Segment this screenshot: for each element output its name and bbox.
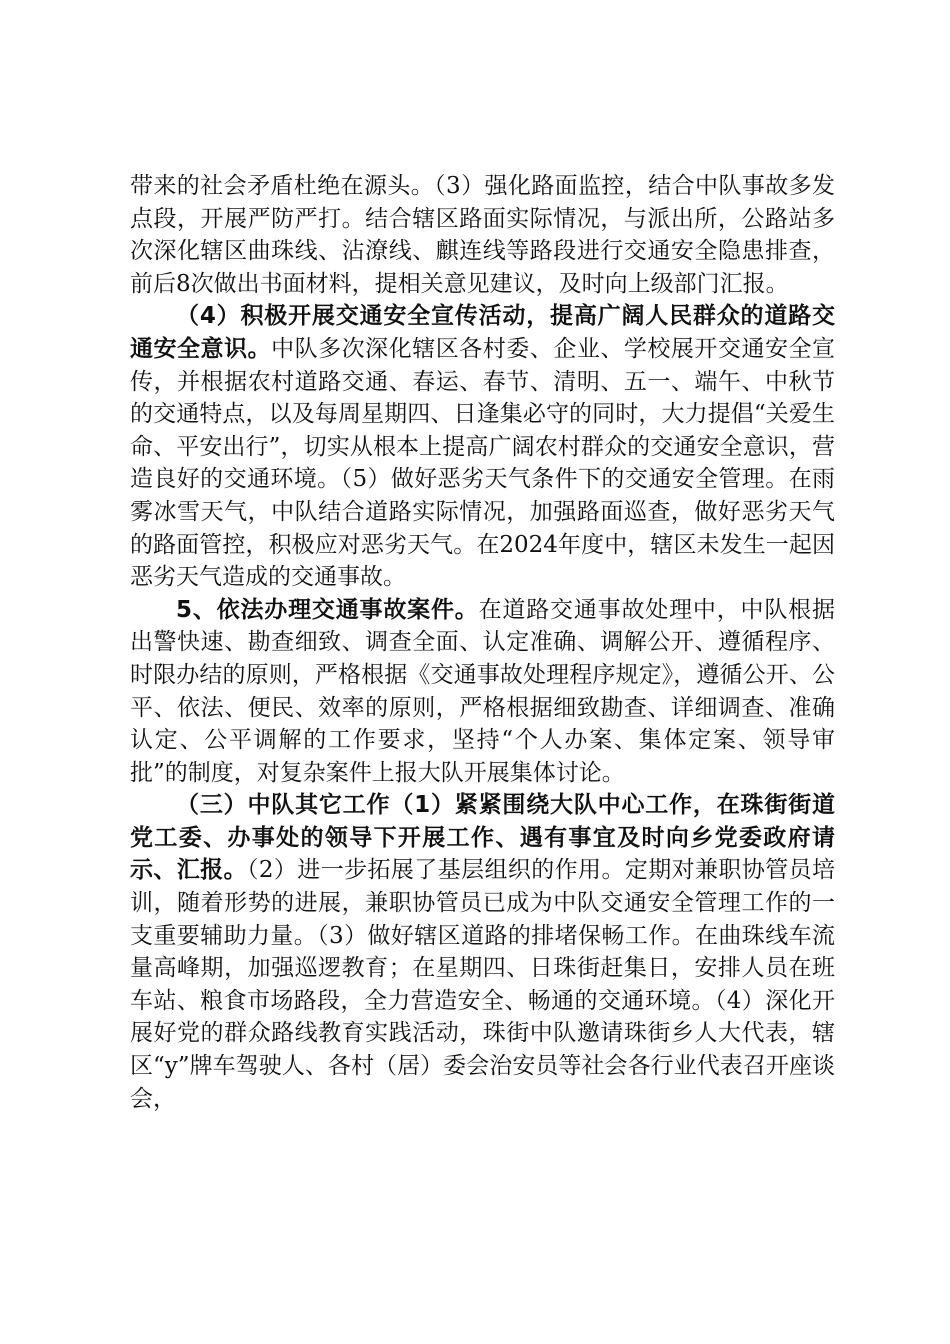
paragraph-2 [130,300,835,593]
document-page [130,170,835,1115]
paragraph-4-heading: （三）中队其它工作（1）紧紧围绕大队中心工作，在珠街街道党工委、办事处的领导下开展工作、遇有事宜及时向乡党委政府请示、汇报。 [130,792,835,884]
paragraph-2-text: 中队多次深化辖区各村委、企业、学校展开交通安全宣传，并根据农村道路交通、春运、春节、清明、五一、端午、中秋节的交通特点，以及每周星期四、日逢集必守的同时，大力提倡“关爱生命、平安出行”，切实从根本上提高广阔农村群众的交通安全意识，营造良好的交通环境。（5）做好恶劣天气条件下的交通安全管理。在雨雾冰雪天气，中队结合道路实际情况，加强路面巡查，做好恶劣天气的路面管控，积极应对恶劣天气。在2024年度中，辖区未发生一起因恶劣天气造成的交通事故。 [130,335,836,591]
paragraph-3 [130,594,835,790]
paragraph-4 [130,789,835,1115]
paragraph-1-text: 带来的社会矛盾杜绝在源头。（3）强化路面监控，结合中队事故多发点段，开展严防严打。结合辖区路面实际情况，与派出所，公路站多次深化辖区曲珠线、沾潦线、麒连线等路段进行交通安全隐患排查，前后8次做出书面材料，提相关意见建议，及时向上级部门汇报。 [130,173,835,297]
paragraph-3-text: 在道路交通事故处理中，中队根据出警快速、勘查细致、调查全面、认定准确、调解公开、遵循程序、时限办结的原则，严格根据《交通事故处理程序规定》，遵循公开、公平、依法、便民、效率的原则，严格根据细致勘查、详细调查、准确认定、公平调解的工作要求，坚持“个人办案、集体定案、领导审批”的制度，对复杂案件上报大队开展集体讨论。 [130,596,835,786]
paragraph-4-text: （2）进一步拓展了基层组织的作用。定期对兼职协管员培训，随着形势的进展，兼职协管员已成为中队交通安全管理工作的一支重要辅助力量。（3）做好辖区道路的排堵保畅工作。在曲珠线车流量高峰期，加强巡逻教育；在星期四、日珠街赶集日，安排人员在班车站、粮食市场路段，全力营造安全、畅通的交通环境。（4）深化开展好党的群众路线教育实践活动，珠街中队邀请珠街乡人大代表，辖区“y”牌车驾驶人、各村（居）委会治安员等社会各行业代表召开座谈会， [130,857,836,1112]
paragraph-2-heading: （4）积极开展交通安全宣传活动，提高广阔人民群众的道路交通安全意识。 [130,303,835,362]
paragraph-1 [130,170,835,300]
paragraph-3-heading: 5、依法办理交通事故案件。 [176,596,479,623]
